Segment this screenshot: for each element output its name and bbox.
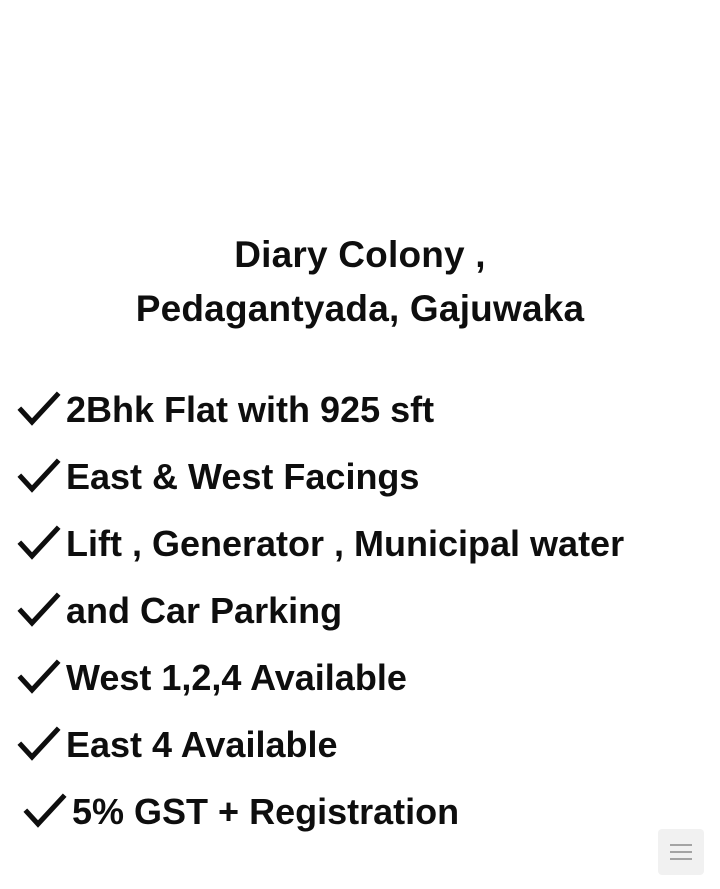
title-line-1: Diary Colony , [234,234,486,275]
menu-line-2 [670,851,692,853]
check-icon [16,387,62,433]
check-icon [16,588,62,634]
check-icon [16,655,62,701]
list-item [16,510,710,577]
list-item-label: West 1,2,4 Available [66,656,407,698]
list-item [16,443,710,510]
list-item-label: Lift , Generator , Municipal water [66,522,625,564]
list-item [16,711,710,778]
check-icon [16,454,62,500]
menu-line-1 [670,844,692,846]
list-item-label: 2Bhk Flat with 925 sft [66,388,435,430]
list-item-label: and Car Parking [66,589,343,631]
list-item [16,778,710,845]
check-icon [16,722,62,768]
check-icon [16,521,62,567]
list-item-label: 5% GST + Registration [72,790,460,832]
list-item [16,376,710,443]
list-item-label: East 4 Available [66,723,338,765]
list-item-label: East & West Facings [66,455,420,497]
page-title [0,228,720,336]
menu-line-3 [670,858,692,860]
check-icon [22,789,68,835]
list-item [16,644,710,711]
list-item [16,577,710,644]
feature-list [0,376,720,845]
title-line-2: Pedagantyada, Gajuwaka [135,288,585,329]
hamburger-menu-icon[interactable] [658,829,704,875]
